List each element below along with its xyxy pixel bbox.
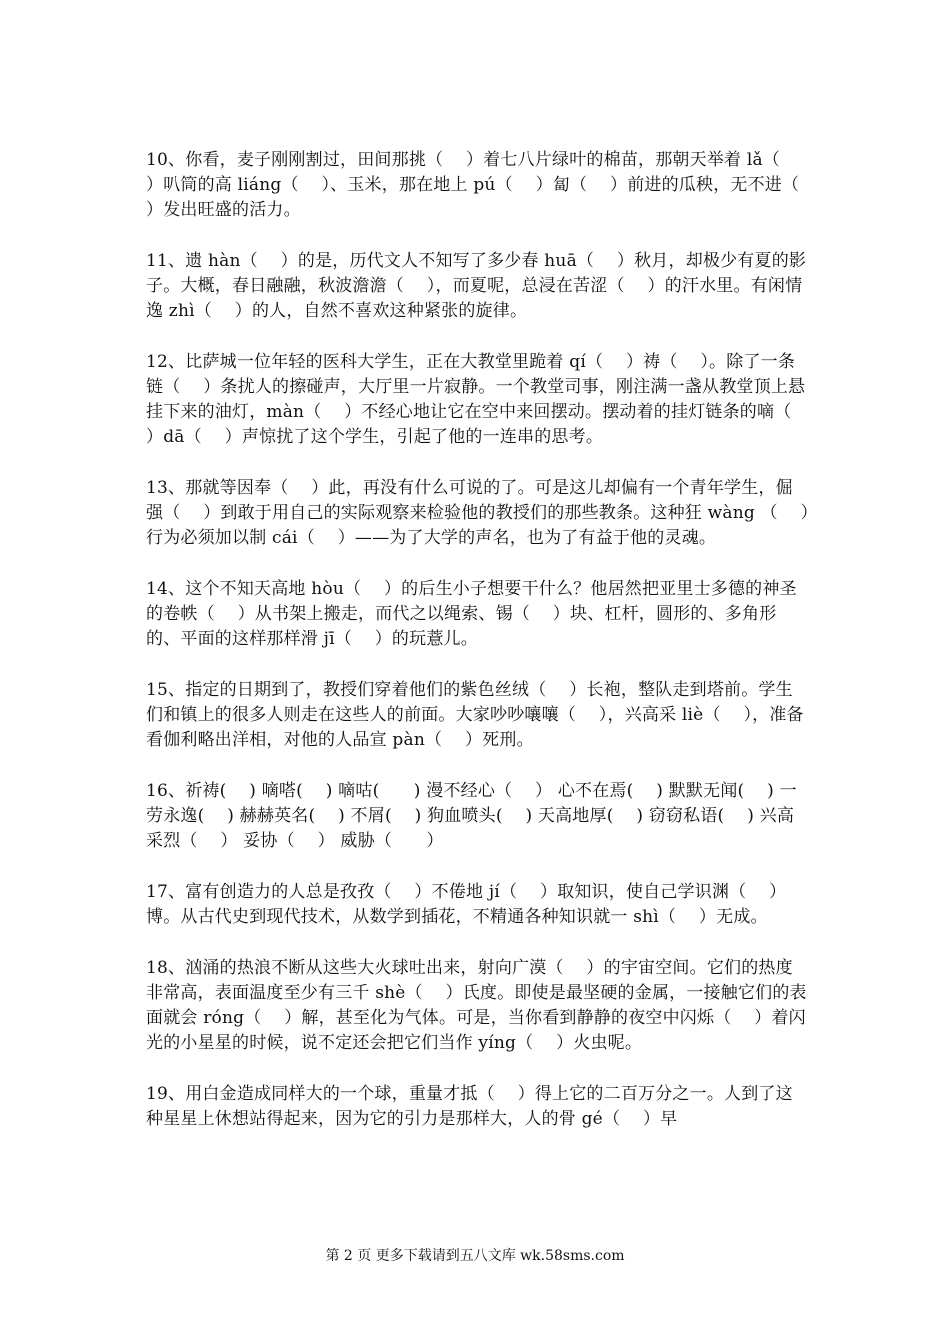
question-12: 12、比萨城一位年轻的医科大学生，正在大教堂里跪着 qí（ ）祷（ ）。除了一条链（ ）条扰人的擦碰声，大厅里一片寂静。一个教堂司事，刚注满一盏从教堂顶上悬挂下来的油灯，màn（ ）不经心地让它在空中来回摆动。摆动着的挂灯链条的嘀（ ）dā（ ）声惊扰了这个学生，引起了他的一连串的思考。	[146, 352, 815, 447]
page-footer: 第 2 页 更多下载请到五八文库 wk.58sms.com	[325, 1248, 625, 1264]
question-18: 18、汹涌的热浪不断从这些大火球吐出来，射向广漠（ ）的宇宙空间。它们的热度非常高，表面温度至少有三千 shè（ ）氏度。即使是最坚硬的金属，一接触它们的表面就会 róng（ ）解，甚至化为气体。可是，当你看到静静的夜空中闪烁（ ）着闪光的小星星的时候，说不定还会把它们当作 yíng（ ）火虫呢。	[146, 958, 807, 1053]
question-19: 19、用白金造成同样大的一个球，重量才抵（ ）得上它的二百万分之一。人到了这种星星上休想站得起来，因为它的引力是那样大，人的骨 gé（ ）早	[146, 1084, 793, 1129]
question-14: 14、这个不知天高地 hòu（ ）的后生小子想要干什么？他居然把亚里士多德的神圣的卷帙（ ）从书架上搬走，而代之以绳索、锡（ ）块、杠杆，圆形的、多角形的、平面的这样那样滑 jī（ ）的玩薏儿。	[146, 579, 797, 649]
question-10: 10、你看，麦子刚刚割过，田间那挑（ ）着七八片绿叶的棉苗，那朝天举着 lǎ（ ）叭筒的高 liáng（ ）、玉米，那在地上 pú（ ）匐（ ）前进的瓜秧，无不进（ ）发出旺盛的活力。	[146, 150, 823, 220]
question-13: 13、那就等因奉（ ）此，再没有什么可说的了。可是这儿却偏有一个青年学生，倔强（ ）到敢于用自己的实际观察来检验他的教授们的那些教条。这种狂 wàng （ ）行为必须加以制 cái（ ）——为了大学的声名，也为了有益于他的灵魂。	[146, 478, 810, 548]
document-body	[146, 148, 823, 1158]
question-17: 17、富有创造力的人总是孜孜（ ）不倦地 jí（ ）取知识，使自己学识渊（ ）博。从古代史到现代技术，从数学到插花，不精通各种知识就一 shì（ ）无成。	[146, 882, 787, 927]
question-15: 15、指定的日期到了，教授们穿着他们的紫色丝绒（ ）长袍，整队走到塔前。学生们和镇上的很多人则走在这些人的前面。大家吵吵嚷嚷（ ），兴高采 liè（ ），准备看伽利略出洋相，对他的人品宣 pàn（ ）死刑。	[146, 680, 804, 750]
question-16: 16、祈祷( ) 嘀嗒( ) 嘀咕( ) 漫不经心（ ） 心不在焉( ) 默默无闻( ) 一劳永逸( ) 赫赫英名( ) 不屑( ) 狗血喷头( ) 天高地厚( ) 窃窃私语( ) 兴高采烈（ ） 妥协（ ） 威胁（ ）	[146, 781, 797, 851]
question-11: 11、遗 hàn（ ）的是，历代文人不知写了多少春 huā（ ）秋月，却极少有夏的影子。大概，春日融融，秋波澹澹（ ），而夏呢，总浸在苦涩（ ）的汗水里。有闲情逸 zhì（ ）的人，自然不喜欢这种紧张的旋律。	[146, 251, 807, 321]
